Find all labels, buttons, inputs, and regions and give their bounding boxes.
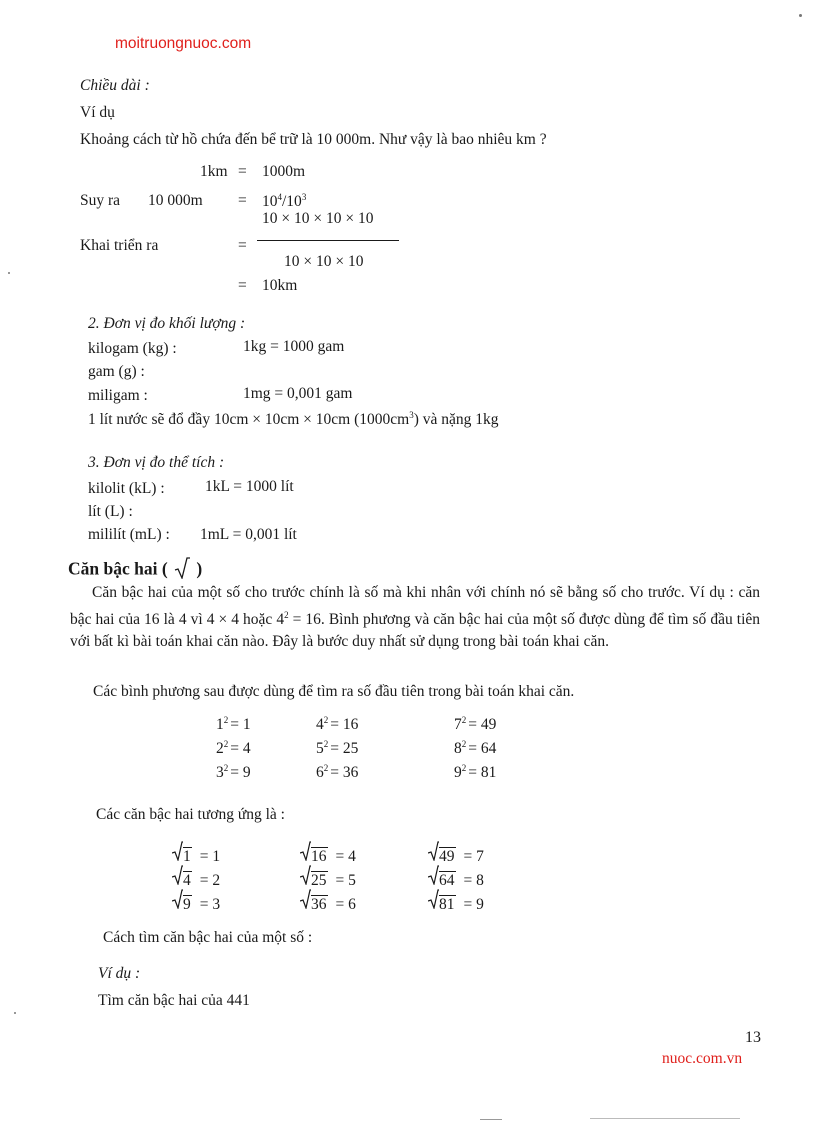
scan-speck [8, 272, 10, 274]
power-base: 10 [262, 193, 278, 211]
radical-icon [428, 841, 439, 866]
square-result: = 49 [468, 716, 497, 734]
conv-row-1-mid: 1km [200, 163, 228, 180]
conv-denominator: 10 × 10 × 10 [284, 253, 364, 270]
header-site-link[interactable]: moitruongnuoc.com [115, 35, 252, 52]
root-result: = 7 [463, 848, 484, 865]
length-example-label: Ví dụ [80, 104, 115, 121]
radical-icon [172, 865, 183, 890]
radicand: 1 [183, 848, 191, 865]
mass-heading: 2. Đơn vị đo khối lượng : [88, 315, 246, 332]
mass-value-mg: 1mg = 0,001 gam [243, 385, 353, 402]
sqrt-example-label: Ví dụ : [98, 965, 141, 982]
length-question: Khoảng cách từ hồ chứa đến bể trữ là 10 000m. Như vậy là bao nhiêu km ? [80, 131, 547, 148]
sqrt-paragraph-2: Các bình phương sau được dùng để tìm ra số đầu tiên trong bài toán khai căn. [93, 683, 575, 700]
square-base: 2 [216, 740, 224, 758]
root-entry [428, 865, 484, 890]
mass-unit-mg: miligam : [88, 387, 148, 404]
radical-icon [428, 865, 439, 890]
how-to-label: Cách tìm căn bậc hai của một số : [103, 929, 313, 946]
conv-row-2-left: Suy ra [80, 192, 121, 209]
square-base: 9 [454, 764, 462, 782]
square-entry [454, 739, 496, 758]
square-exp: 2 [223, 763, 229, 773]
root-entry [300, 841, 356, 866]
square-base: 1 [216, 716, 224, 734]
root-entry [172, 889, 220, 914]
conv-row-2-right [262, 192, 306, 211]
power-sep: /10 [282, 193, 302, 211]
square-entry [216, 715, 251, 734]
para1-sup: 2 [284, 610, 289, 620]
scan-speck [14, 1012, 16, 1014]
radical-icon [300, 865, 311, 890]
radicand: 81 [439, 896, 455, 913]
sqrt-paragraph-1 [70, 582, 760, 653]
radicand: 49 [439, 848, 455, 865]
conv-row-1-eq: = [238, 163, 247, 180]
power-exp: 4 [277, 192, 282, 202]
square-exp: 2 [461, 763, 467, 773]
volume-value-ml: 1mL = 0,001 lít [200, 526, 297, 543]
radicand: 16 [311, 848, 327, 865]
square-exp: 2 [223, 739, 229, 749]
conv-row-2-eq: = [238, 192, 247, 209]
root-result: = 1 [199, 848, 221, 865]
mass-note [88, 410, 499, 429]
radical-icon [428, 889, 439, 914]
square-entry [216, 739, 251, 758]
square-exp: 2 [461, 739, 467, 749]
radical-icon [172, 841, 183, 866]
radicand: 36 [311, 896, 327, 913]
root-result: = 9 [463, 896, 484, 913]
page-number: 13 [745, 1029, 761, 1046]
mass-note-a: 1 lít nước sẽ đổ đầy 10cm × 10cm × 10cm (1000cm [88, 411, 410, 429]
scan-edge-mark [480, 1119, 502, 1120]
volume-unit-kl: kilolit (kL) : [88, 480, 165, 497]
mass-note-sup: 3 [409, 410, 414, 420]
root-entry [300, 889, 356, 914]
radical-icon [300, 841, 311, 866]
conv-row-4-eq: = [238, 277, 247, 294]
footer-site-link[interactable]: nuoc.com.vn [662, 1050, 743, 1067]
mass-unit-g: gam (g) : [88, 363, 145, 380]
conv-row-2-mid: 10 000m [148, 192, 203, 209]
square-entry [316, 739, 358, 758]
root-result: = 5 [335, 872, 356, 889]
root-result: = 2 [199, 872, 221, 889]
square-exp: 2 [323, 763, 329, 773]
sqrt-example-text: Tìm căn bậc hai của 441 [98, 992, 250, 1009]
power-exp-2: 3 [301, 192, 307, 202]
radicand: 9 [183, 896, 191, 913]
root-entry [172, 865, 220, 890]
volume-unit-ml: mililít (mL) : [88, 526, 170, 543]
square-base: 5 [316, 740, 324, 758]
square-result: = 16 [330, 716, 359, 734]
square-entry [216, 763, 251, 782]
square-base: 6 [316, 764, 324, 782]
radical-icon [300, 889, 311, 914]
length-heading: Chiều dài : [80, 77, 150, 94]
mass-value-kg: 1kg = 1000 gam [243, 338, 345, 355]
conv-row-1-right: 1000m [262, 163, 306, 180]
square-exp: 2 [461, 715, 467, 725]
square-result: = 9 [230, 764, 251, 782]
square-result: = 81 [468, 764, 497, 782]
square-entry [454, 763, 496, 782]
square-exp: 2 [323, 715, 329, 725]
roots-label: Các căn bậc hai tương ứng là : [96, 806, 285, 823]
volume-value-kl: 1kL = 1000 lít [205, 478, 294, 495]
root-entry [428, 889, 484, 914]
square-exp: 2 [323, 739, 329, 749]
square-base: 7 [454, 716, 462, 734]
root-result: = 6 [335, 896, 356, 913]
conv-row-3-left: Khai triển ra [80, 237, 159, 254]
radical-icon [172, 889, 183, 914]
square-result: = 64 [468, 740, 497, 758]
square-result: = 1 [230, 716, 251, 734]
root-entry [172, 841, 220, 866]
square-entry [454, 715, 496, 734]
conv-row-4-right: 10km [262, 277, 298, 294]
volume-heading: 3. Đơn vị đo thể tích : [88, 454, 225, 471]
root-entry [300, 865, 356, 890]
fraction-bar [257, 240, 399, 241]
scan-speck [799, 14, 802, 17]
square-entry [316, 715, 358, 734]
radical-icon [174, 557, 190, 584]
para1-b: = 16. Bình phương và căn bậc hai của một số được dùng để tìm số đầu tiên với bất kì bài toán khai căn nào. Đây là bước duy nhất sử dụng trong bài toán khai căn. [70, 611, 761, 651]
scan-edge-mark [590, 1118, 740, 1119]
para1-a: Căn bậc hai của một số cho trước chính là số mà khi nhân với chính nó sẽ bằng số cho trước. Ví dụ : căn bậc hai của 16 là 4 vì 4 × 4 hoặc 4 [70, 584, 760, 629]
radicand: 64 [439, 872, 455, 889]
conv-row-3-eq: = [238, 237, 247, 254]
sqrt-title-text: Căn bậc hai ( [68, 558, 168, 579]
root-result: = 3 [199, 896, 221, 913]
root-entry [428, 841, 484, 866]
square-result: = 36 [330, 764, 359, 782]
mass-note-b: ) và nặng 1kg [413, 411, 499, 429]
square-result: = 4 [230, 740, 251, 758]
radicand: 4 [183, 872, 191, 889]
radicand: 25 [311, 872, 327, 889]
square-result: = 25 [330, 740, 359, 758]
volume-unit-l: lít (L) : [88, 503, 133, 520]
square-base: 8 [454, 740, 462, 758]
mass-unit-kg: kilogam (kg) : [88, 340, 177, 357]
conv-numerator: 10 × 10 × 10 × 10 [262, 210, 374, 227]
square-base: 3 [216, 764, 224, 782]
root-result: = 8 [463, 872, 484, 889]
sqrt-title-end: ) [196, 558, 203, 579]
square-entry [316, 763, 358, 782]
sqrt-section-title [68, 557, 202, 584]
root-result: = 4 [335, 848, 356, 865]
square-exp: 2 [223, 715, 229, 725]
square-base: 4 [316, 716, 324, 734]
